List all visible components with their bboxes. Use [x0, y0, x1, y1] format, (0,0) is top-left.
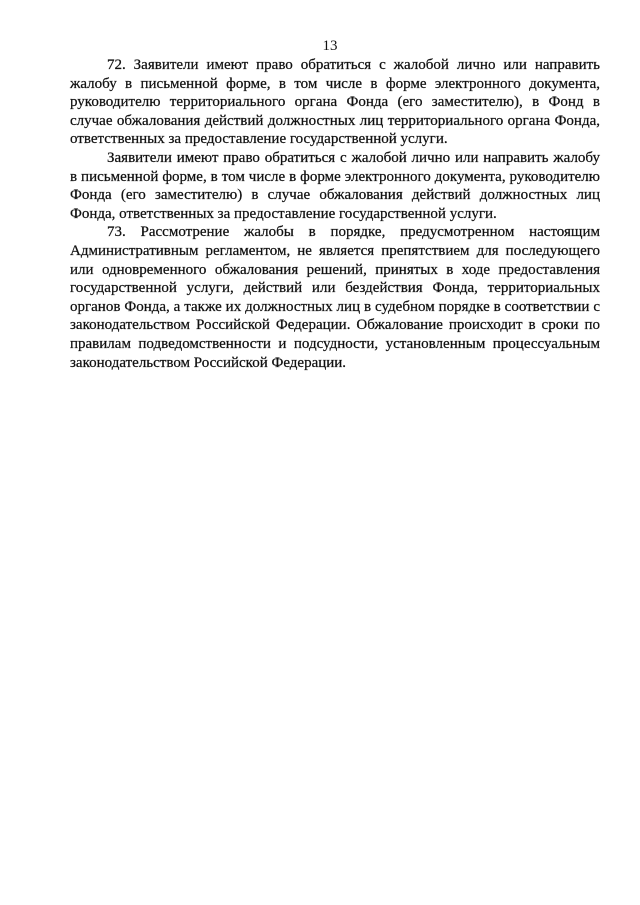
paragraph-72-continuation: Заявители имеют право обратиться с жалобой лично или направить жалобу в письменной форме, в том числе в форме электронного документа, руководителю Фонда (его заместителю) в случае обжалования действий должностных лиц Фонда, ответственных за предоставление государственной услуги. [70, 149, 600, 222]
paragraph-73: 73. Рассмотрение жалобы в порядке, предусмотренном настоящим Административным регламентом, не является препятствием для последующего или одновременного обжалования решений, принятых в ходе предоставления государственной услуги, действий или бездействия Фонда, территориальных органов Фонда, а также их должностных лиц в судебном порядке в соответствии с законодательством Российской Федерации. Обжалование происходит в сроки по правилам подведомственности и подсудности, установленным процессуальным законодательством Российской Федерации. [70, 224, 600, 371]
paragraph-72: 72. Заявители имеют право обратиться с жалобой лично или направить жалобу в письменной форме, в том числе в форме электронного документа, руководителю территориального органа Фонда (его заместителю), в Фонд в случае обжалования действий должностных лиц территориального органа Фонда, ответственных за предоставление государственной услуги. [70, 57, 600, 148]
page-number: 13 [322, 38, 338, 54]
document-body [70, 56, 600, 372]
